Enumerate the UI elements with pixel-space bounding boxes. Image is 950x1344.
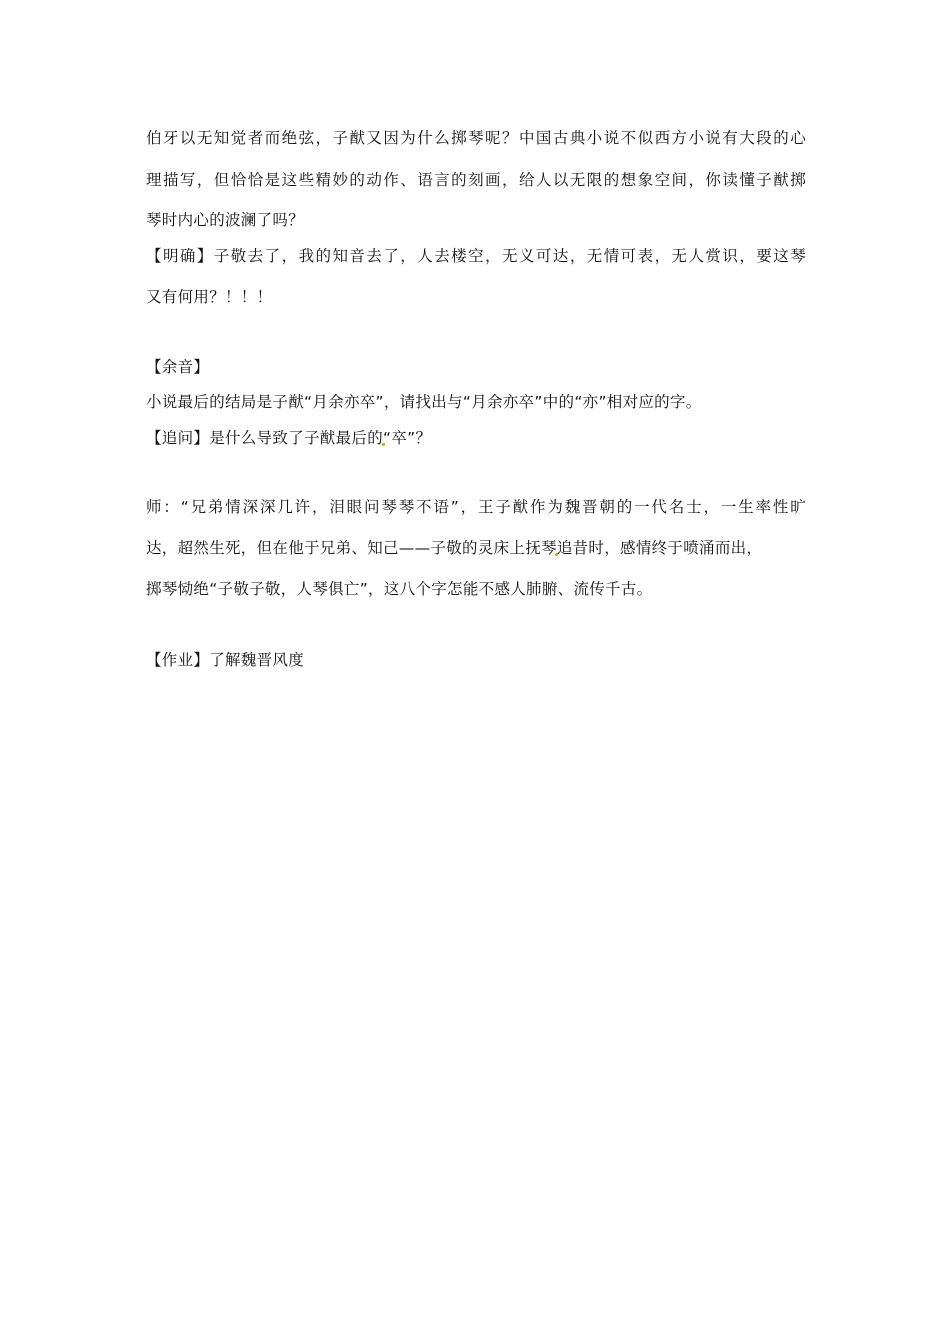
teacher-line-2-part-b: 追昔时，感情终于喷涌而出， xyxy=(556,539,763,557)
followup-question-line xyxy=(146,428,431,448)
answer-line-1: 【明确】子敬去了，我的知音去了，人去楼空，无义可达，无情可表，无人赏识，要这琴 xyxy=(146,247,806,265)
answer-line-2: 又有何用？！！！ xyxy=(146,288,273,306)
followup-marked: “卒”？ xyxy=(383,429,432,447)
paragraph-question-line-1: 伯牙以无知觉者而绝弦，子猷又因为什么掷琴呢？中国古典小说不似西方小说有大段的心 xyxy=(146,129,806,147)
teacher-line-2 xyxy=(146,538,762,558)
paragraph-question-line-2: 理描写，但恰恰是这些精妙的动作、语言的刻画，给人以无限的想象空间，你读懂子猷掷 xyxy=(146,171,806,189)
followup-prefix: 【追问】是什么导致了子猷最后的 xyxy=(146,429,384,447)
teacher-line-2-part-a: 达，超然生死，但在他于兄弟、知己——子敬的灵床上抚琴 xyxy=(146,539,557,557)
yuyin-question-line: 小说最后的结局是子猷“月余亦卒”，请找出与“月余亦卒”中的“亦”相对应的字。 xyxy=(146,393,702,411)
section-heading-yuyin: 【余音】 xyxy=(146,358,210,376)
homework-line: 【作业】了解魏晋风度 xyxy=(146,651,305,669)
teacher-line-1: 师：“兄弟情深深几许，泪眼问琴琴不语”，王子猷作为魏晋朝的一代名士，一生率性旷 xyxy=(146,498,806,516)
paragraph-question-line-3: 琴时内心的波澜了吗？ xyxy=(146,211,305,229)
teacher-line-3: 掷琴恸绝“子敬子敬，人琴俱亡”，这八个字怎能不感人肺腑、流传千古。 xyxy=(146,580,653,598)
